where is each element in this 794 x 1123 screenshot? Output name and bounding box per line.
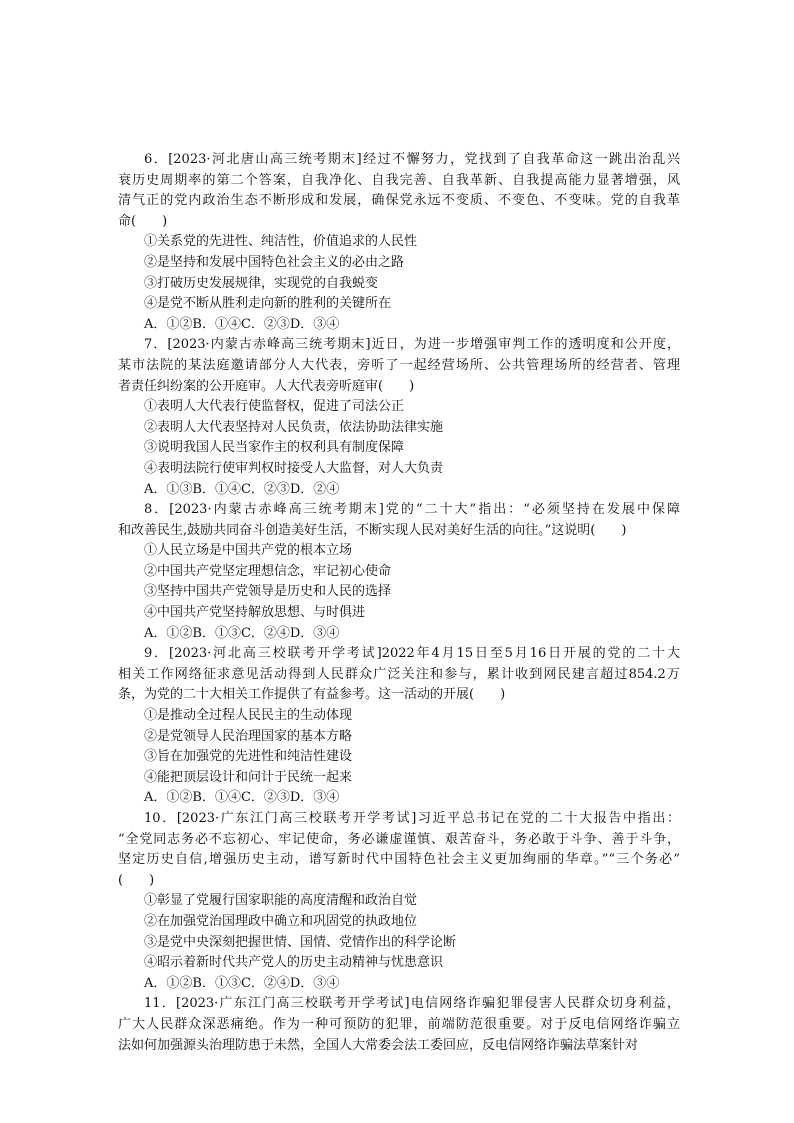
question-stem-line: 者责任纠纷案的公开庭审。人大代表旁听庭审( ) — [118, 378, 415, 394]
question-5 — [118, 994, 680, 1056]
question-stem-line: “全党同志务必不忘初心、牢记使命，务必谦虚谨慎、艰苦奋斗，务必敢于斗争、善于斗争， — [118, 831, 680, 847]
question-stem-line: 某市法院的某法庭邀请部分人大代表，旁听了一起经营场所、公共管理场所的经营者、管理 — [118, 357, 680, 373]
question-statement: ④昭示着新时代共产党人的历史主动精神与忧患意识 — [144, 955, 444, 971]
question-statement: ②是坚持和发展中国特色社会主义的必由之路 — [144, 254, 405, 270]
question-stem-line: 命( ) — [118, 213, 168, 229]
question-0 — [118, 150, 680, 335]
question-stem-line: 坚定历史自信,增强历史主动，谱写新时代中国特色社会主义更加绚丽的华章。”“三个务必” — [118, 852, 680, 868]
question-statement: ②中国共产党坚定理想信念，牢记初心使命 — [144, 563, 392, 579]
question-statement: ④表明法院行使审判权时接受人大监督，对人大负责 — [144, 460, 444, 476]
question-stem-line: ( ) — [118, 872, 155, 888]
question-stem-first-line: 8．[2023·内蒙古赤峰高三统考期末]党的“二十大”指出：“必须坚持在发展中保障 — [144, 502, 680, 518]
question-statement: ①是推动全过程人民民主的生动体现 — [144, 708, 353, 724]
question-stem-first-line: 6．[2023·河北唐山高三统考期末]经过不懈努力，党找到了自我革命这一跳出治乱兴 — [144, 152, 680, 167]
question-statement: ③说明我国人民当家作主的权利具有制度保障 — [144, 440, 405, 456]
question-stem-line: 条，为党的二十大相关工作提供了有益参考。这一活动的开展( ) — [118, 687, 506, 703]
question-statement: ③坚持中国共产党领导是历史和人民的选择 — [144, 584, 392, 600]
question-statement: ③打破历史发展规律，实现党的自我蜕变 — [144, 275, 379, 291]
question-2 — [118, 500, 680, 644]
question-statement: ①关系党的先进性、纯洁性，价值追求的人民性 — [144, 234, 418, 250]
question-stem-line: 衰历史周期率的第二个答案，自我净化、自我完善、自我革新、自我提高能力显著增强，风 — [118, 172, 680, 188]
question-4 — [118, 809, 680, 994]
question-1 — [118, 335, 680, 500]
question-statement: ②表明人大代表坚持对人民负责，依法协助法律实施 — [144, 419, 444, 435]
question-stem-line: 清气正的党内政治生态不断形成和发展，确保党永远不变质、不变色、不变味。党的自我革 — [118, 193, 680, 209]
question-stem-first-line: 10．[2023·广东江门高三校联考开学考试]习近平总书记在党的二十大报告中指出： — [144, 811, 680, 826]
question-stem-line: 广大人民群众深恶痛绝。作为一种可预防的犯罪，前端防范很重要。对于反电信网络诈骗立 — [118, 1016, 680, 1032]
question-statement: ①人民立场是中国共产党的根本立场 — [144, 543, 353, 559]
question-list — [118, 150, 680, 1056]
question-statement: ④是党不断从胜利走向新的胜利的关键所在 — [144, 296, 392, 312]
answer-choices: A．①②B．①④C．②③D．③④ — [144, 316, 340, 332]
answer-choices: A．①③B．①④C．②③D．②④ — [144, 481, 340, 497]
question-stem-first-line: 7．[2023·内蒙古赤峰高三统考期末]近日，为进一步增强审判工作的透明度和公开度， — [144, 337, 680, 353]
question-statement: ③旨在加强党的先进性和纯洁性建设 — [144, 749, 353, 765]
question-3 — [118, 644, 680, 809]
question-statement: ①彰显了党履行国家职能的高度清醒和政治自觉 — [144, 893, 418, 909]
question-statement: ①表明人大代表行使监督权，促进了司法公正 — [144, 399, 405, 415]
question-statement: ②是党领导人民治理国家的基本方略 — [144, 728, 353, 744]
question-stem-line: 法如何加强源头治理防患于未然，全国人大常委会法工委回应，反电信网络诈骗法草案针对 — [118, 1037, 639, 1053]
question-statement: ④中国共产党坚持解放思想、与时俱进 — [144, 605, 366, 621]
question-statement: ②在加强党治国理政中确立和巩固党的执政地位 — [144, 913, 418, 929]
question-statement: ④能把顶层设计和问计于民统一起来 — [144, 769, 353, 785]
question-stem-first-line: 9．[2023·河北高三校联考开学考试]2022年4月15日至5月16日开展的党的二十大 — [144, 646, 680, 662]
answer-choices: A．①②B．①③C．②④D．③④ — [144, 625, 340, 641]
answer-choices: A．①②B．①③C．②④D．③④ — [144, 975, 340, 991]
question-stem-line: 相关工作网络征求意见活动得到人民群众广泛关注和参与，累计收到网民建言超过854.2万 — [118, 666, 680, 682]
answer-choices: A．①②B．①④C．②③D．③④ — [144, 790, 340, 806]
question-stem-first-line: 11．[2023·广东江门高三校联考开学考试]电信网络诈骗犯罪侵害人民群众切身利益， — [144, 996, 680, 1012]
question-statement: ③是党中央深刻把握世情、国情、党情作出的科学论断 — [144, 934, 457, 950]
question-stem-line: 和改善民生,鼓励共同奋斗创造美好生活，不断实现人民对美好生活的向往。”这说明( ) — [118, 522, 627, 538]
